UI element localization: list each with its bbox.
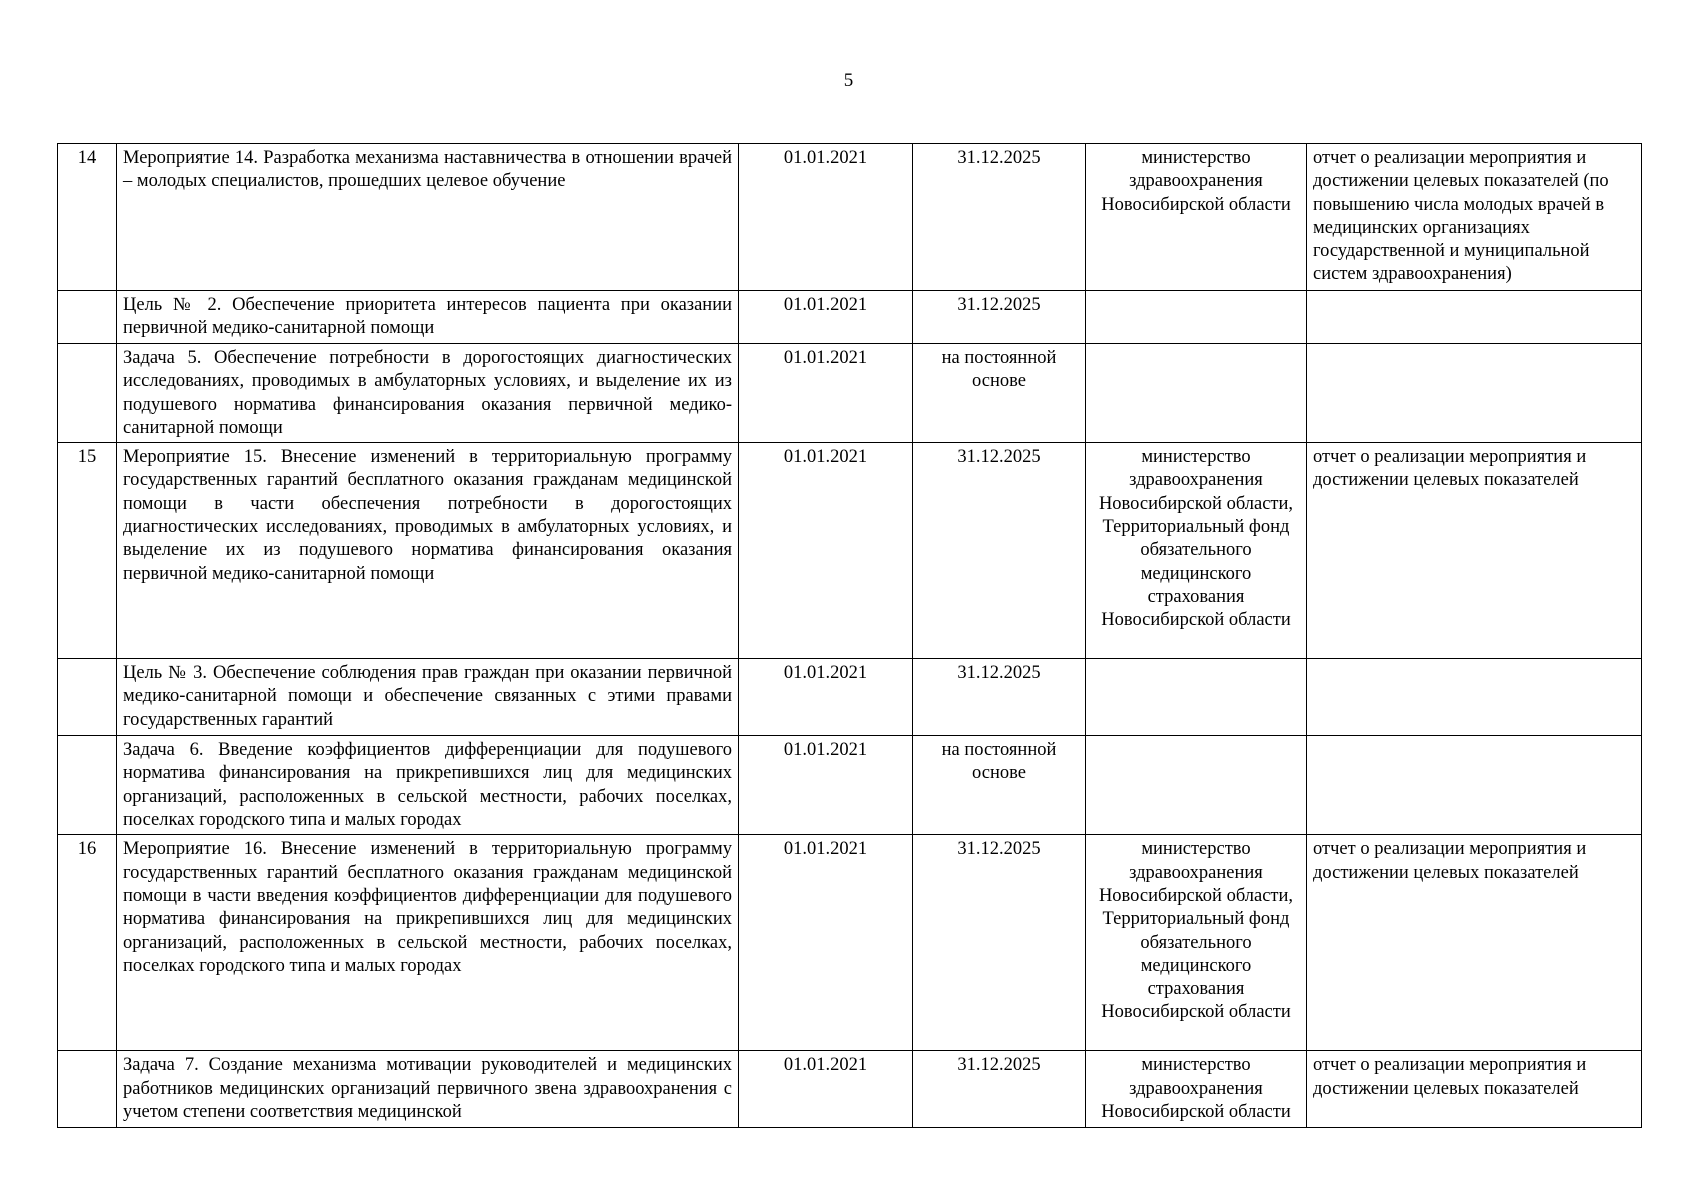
measure-name-cell: Задача 7. Создание механизма мотивации руководителей и медицинских работников медицинских организаций первичного звена здравоохранения с учетом степени соответствия медицинской <box>117 1051 739 1128</box>
end-date-cell: 31.12.2025 <box>913 443 1086 659</box>
start-date-cell: 01.01.2021 <box>739 1051 913 1128</box>
result-cell: отчет о реализации мероприятия и достижении целевых показателей <box>1307 443 1642 659</box>
row-number-cell: 16 <box>58 835 117 1051</box>
responsible-cell: министерство здравоохранения Новосибирской области <box>1086 1051 1307 1128</box>
end-date-cell: 31.12.2025 <box>913 659 1086 736</box>
start-date-cell: 01.01.2021 <box>739 835 913 1051</box>
row-number-cell: 14 <box>58 144 117 291</box>
table-row <box>58 1051 1642 1128</box>
measure-name-cell: Цель № 3. Обеспечение соблюдения прав граждан при оказании первичной медико-санитарной помощи и обеспечение связанных с этими правами государственных гарантий <box>117 659 739 736</box>
result-cell: отчет о реализации мероприятия и достижении целевых показателей <box>1307 835 1642 1051</box>
row-number-cell <box>58 1051 117 1128</box>
measure-name-cell: Задача 6. Введение коэффициентов дифференциации для подушевого норматива финансирования на прикрепившихся лиц для медицинских организаций, расположенных в сельской местности, рабочих поселках, поселках городского типа и малых городах <box>117 736 739 835</box>
responsible-cell <box>1086 291 1307 344</box>
table-row <box>58 344 1642 443</box>
table-row <box>58 443 1642 659</box>
result-cell <box>1307 659 1642 736</box>
measure-name-cell: Цель № 2. Обеспечение приоритета интересов пациента при оказании первичной медико-санитарной помощи <box>117 291 739 344</box>
start-date-cell: 01.01.2021 <box>739 736 913 835</box>
row-number-cell <box>58 736 117 835</box>
row-number-cell: 15 <box>58 443 117 659</box>
row-number-cell <box>58 291 117 344</box>
measure-name-cell: Задача 5. Обеспечение потребности в дорогостоящих диагностических исследованиях, проводимых в амбулаторных условиях, и выделение их из подушевого норматива финансирования оказания первичной медико-санитарной помощи <box>117 344 739 443</box>
action-plan-table <box>57 143 1642 1128</box>
responsible-cell: министерство здравоохранения Новосибирской области <box>1086 144 1307 291</box>
page-number: 5 <box>843 70 854 91</box>
responsible-cell <box>1086 344 1307 443</box>
end-date-cell: 31.12.2025 <box>913 291 1086 344</box>
start-date-cell: 01.01.2021 <box>739 291 913 344</box>
row-number-cell <box>58 344 117 443</box>
measure-name-cell: Мероприятие 16. Внесение изменений в территориальную программу государственных гарантий бесплатного оказания гражданам медицинской помощи в части введения коэффициентов дифференциации для подушевого норматива финансирования на прикрепившихся лиц для медицинских организаций, расположенных в сельской местности, рабочих поселках, поселках городского типа и малых городах <box>117 835 739 1051</box>
table-row <box>58 144 1642 291</box>
table-row <box>58 835 1642 1051</box>
table-row <box>58 291 1642 344</box>
responsible-cell: министерство здравоохранения Новосибирской области, Территориальный фонд обязательного медицинского страхования Новосибирской области <box>1086 443 1307 659</box>
row-number-cell <box>58 659 117 736</box>
measure-name-cell: Мероприятие 14. Разработка механизма наставничества в отношении врачей – молодых специалистов, прошедших целевое обучение <box>117 144 739 291</box>
start-date-cell: 01.01.2021 <box>739 443 913 659</box>
result-cell <box>1307 736 1642 835</box>
start-date-cell: 01.01.2021 <box>739 144 913 291</box>
responsible-cell <box>1086 659 1307 736</box>
responsible-cell: министерство здравоохранения Новосибирской области, Территориальный фонд обязательного медицинского страхования Новосибирской области <box>1086 835 1307 1051</box>
end-date-cell: 31.12.2025 <box>913 144 1086 291</box>
table-row <box>58 659 1642 736</box>
start-date-cell: 01.01.2021 <box>739 344 913 443</box>
start-date-cell: 01.01.2021 <box>739 659 913 736</box>
end-date-cell: на постоянной основе <box>913 344 1086 443</box>
result-cell <box>1307 291 1642 344</box>
result-cell <box>1307 344 1642 443</box>
table-row <box>58 736 1642 835</box>
result-cell: отчет о реализации мероприятия и достижении целевых показателей <box>1307 1051 1642 1128</box>
end-date-cell: на постоянной основе <box>913 736 1086 835</box>
result-cell: отчет о реализации мероприятия и достижении целевых показателей (по повышению числа молодых врачей в медицинских организациях государственной и муниципальной систем здравоохранения) <box>1307 144 1642 291</box>
measure-name-cell: Мероприятие 15. Внесение изменений в территориальную программу государственных гарантий бесплатного оказания гражданам медицинской помощи в части обеспечения потребности в дорогостоящих диагностических исследованиях, проводимых в амбулаторных условиях, и выделение их из подушевого норматива финансирования оказания первичной медико-санитарной помощи <box>117 443 739 659</box>
end-date-cell: 31.12.2025 <box>913 1051 1086 1128</box>
responsible-cell <box>1086 736 1307 835</box>
end-date-cell: 31.12.2025 <box>913 835 1086 1051</box>
